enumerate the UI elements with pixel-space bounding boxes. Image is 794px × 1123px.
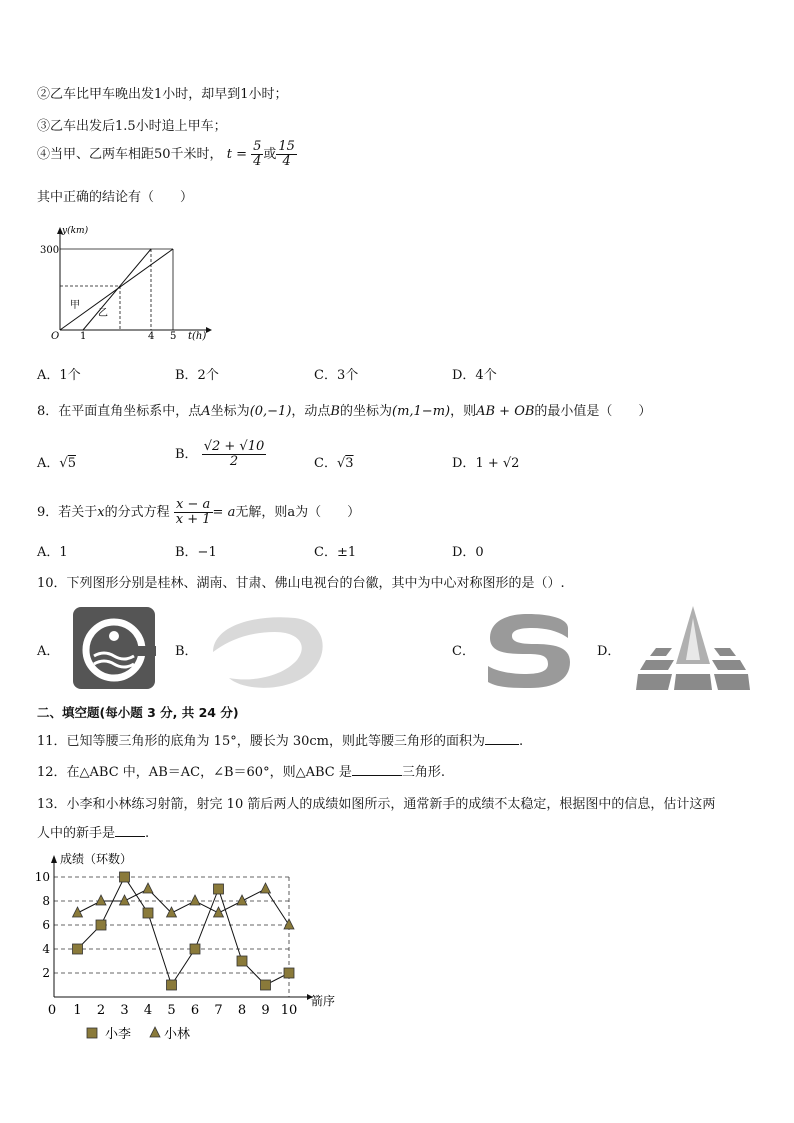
q7-option-d[interactable]: D．4个 xyxy=(452,368,497,383)
q8-option-b[interactable] xyxy=(175,440,266,469)
chart-point-s2-6 xyxy=(190,895,200,905)
q7-graph-x-tick-1: 1 xyxy=(80,331,87,342)
q8-option-b-label: B． xyxy=(175,447,198,462)
q10-logo-guilin[interactable] xyxy=(72,606,156,690)
chart-point-s2-3 xyxy=(120,895,130,905)
chart-x-tick-3: 3 xyxy=(120,1003,129,1018)
chart-point-s1-5 xyxy=(167,980,177,990)
q10-option-d-label[interactable]: D． xyxy=(597,644,621,659)
chart-point-s1-2 xyxy=(96,920,106,930)
q10-logo-foshan[interactable] xyxy=(636,604,750,692)
q8-option-a-value: 5 xyxy=(67,456,76,471)
q9-option-d[interactable]: D．0 xyxy=(452,545,484,560)
q12-question xyxy=(37,761,445,780)
q7-graph-y-label: y(km) xyxy=(62,226,89,236)
chart-point-s1-3 xyxy=(120,872,130,882)
chart-series-line-2 xyxy=(78,889,290,925)
chart-legend-label-2: 小林 xyxy=(164,1027,191,1042)
chart-x-tick-9: 9 xyxy=(261,1003,270,1018)
q8-text-f: 的最小值是（ ） xyxy=(534,404,652,419)
q9-fraction-num: x − a xyxy=(174,498,213,513)
chart-y-tick-8: 8 xyxy=(42,894,50,908)
q11-text-b: . xyxy=(519,734,524,749)
q9-fraction-den: x + 1 xyxy=(175,512,211,527)
q7-fraction-2-num: 15 xyxy=(278,139,295,154)
q8-text-e: ，则 xyxy=(450,404,477,419)
q8-coord-a: (0,−1) xyxy=(249,404,292,419)
chart-point-s1-7 xyxy=(214,884,224,894)
chart-y-axis-arrow xyxy=(51,855,57,863)
q9-text-b: 的分式方程 xyxy=(104,505,170,520)
q7-graph-label-jia: 甲 xyxy=(70,300,80,311)
chart-point-s1-1 xyxy=(73,944,83,954)
q8-option-c-value: 3 xyxy=(345,456,354,471)
chart-y-tick-2: 2 xyxy=(42,966,50,980)
chart-x-tick-10: 10 xyxy=(280,1003,298,1018)
q8-option-b-num: √2 + √10 xyxy=(203,439,265,454)
q8-question xyxy=(37,400,651,419)
q8-option-c-label: C． xyxy=(314,456,337,471)
chart-x-tick-7: 7 xyxy=(214,1003,223,1018)
q9-option-c[interactable]: C．±1 xyxy=(314,545,357,560)
q9-option-a[interactable]: A．1 xyxy=(37,545,68,560)
q9-fraction xyxy=(174,498,213,527)
q8-point-b: B xyxy=(330,404,340,419)
chart-y-axis-label: 成绩（环数） xyxy=(60,852,133,866)
q8-option-d[interactable] xyxy=(452,452,519,471)
q7-graph-x-tick-5: 5 xyxy=(170,331,177,342)
q7-or: 或 xyxy=(263,147,277,162)
q13-line-2 xyxy=(37,822,149,841)
q8-expr: AB + OB xyxy=(476,404,535,419)
q13-line-1: 13．小李和小林练习射箭，射完 10 箭后两人的成绩如图所示，通常新手的成绩不太稳定，根据图中的信息，估计这两 xyxy=(37,797,716,812)
chart-x-tick-5: 5 xyxy=(167,1003,176,1018)
q7-graph-x-tick-4: 4 xyxy=(148,331,155,342)
q7-statement-4-prefix: ④当甲、乙两车相距50千米时， xyxy=(37,147,223,162)
chart-y-tick-4: 4 xyxy=(42,942,50,956)
q8-point-a: A xyxy=(201,404,211,419)
q7-option-b[interactable]: B．2个 xyxy=(175,368,219,383)
chart-x-axis-label: 箭序 xyxy=(311,994,336,1008)
q10-question: 10．下列图形分别是桂林、湖南、甘肃、佛山电视台的台徽，其中为中心对称图形的是（）. xyxy=(37,576,565,591)
chart-point-s2-4 xyxy=(143,883,153,893)
q10-option-a-label[interactable]: A． xyxy=(37,644,60,659)
q8-option-a[interactable]: A．√5 xyxy=(37,456,76,471)
chart-x-tick-0: 0 xyxy=(47,1003,57,1018)
q10-option-b-label[interactable]: B． xyxy=(175,644,198,659)
q7-graph-x-label: t(h) xyxy=(188,331,207,342)
q9-text-a: 9．若关于 xyxy=(37,505,98,520)
chart-x-tick-8: 8 xyxy=(237,1003,247,1018)
section-2-title: 二、填空题(每小题 3 分, 共 24 分) xyxy=(37,705,239,720)
q13-text-b: . xyxy=(145,826,150,841)
q7-option-c[interactable]: C．3个 xyxy=(314,368,359,383)
q13-answer-blank[interactable] xyxy=(115,824,145,837)
chart-x-tick-1: 1 xyxy=(73,1003,82,1018)
chart-x-tick-6: 6 xyxy=(190,1003,200,1018)
chart-y-tick-6: 6 xyxy=(42,918,50,932)
chart-legend-marker-2 xyxy=(150,1027,160,1037)
q7-graph-x-arrow xyxy=(206,327,212,333)
q11-question xyxy=(37,730,523,749)
q7-var-t: t xyxy=(226,147,232,162)
q9-option-b[interactable]: B．−1 xyxy=(175,545,217,560)
q7-option-a[interactable]: A．1个 xyxy=(37,368,81,383)
q8-option-d-value: 1 + √2 xyxy=(475,456,520,471)
chart-point-s2-1 xyxy=(73,907,83,917)
q13-score-chart xyxy=(30,845,370,1050)
q7-fraction-2-den: 4 xyxy=(282,154,291,169)
q8-text-d: 的坐标为 xyxy=(339,404,392,419)
chart-point-s2-8 xyxy=(237,895,247,905)
q7-statement-3: ③乙车出发后1.5小时追上甲车； xyxy=(37,119,227,134)
q12-text-a: 12．在△ABC 中，AB＝AC，∠B＝60°，则△ABC 是 xyxy=(37,765,352,780)
chart-point-s2-2 xyxy=(96,895,106,905)
chart-legend-marker-1 xyxy=(87,1028,97,1038)
q13-text-a: 人中的新手是 xyxy=(37,826,116,841)
q10-logo-gansu[interactable] xyxy=(484,612,576,690)
chart-point-s1-9 xyxy=(261,980,271,990)
q8-option-a-label: A． xyxy=(37,456,60,471)
q9-var: x xyxy=(97,505,105,520)
q12-text-b: 三角形. xyxy=(401,765,445,780)
chart-point-s1-4 xyxy=(143,908,153,918)
q7-graph-origin: O xyxy=(51,331,60,342)
q8-coord-b: (m,1−m) xyxy=(392,404,451,419)
q10-option-c-label[interactable]: C． xyxy=(452,644,475,659)
chart-point-s2-5 xyxy=(167,907,177,917)
q8-text-a: 8．在平面直角坐标系中，点 xyxy=(37,404,202,419)
q10-logo-hunan[interactable] xyxy=(205,612,331,692)
q7-prompt: 其中正确的结论有（ ） xyxy=(37,190,194,205)
chart-x-tick-4: 4 xyxy=(143,1003,153,1018)
q11-answer-blank[interactable] xyxy=(485,732,519,745)
q7-fraction-1-num: 5 xyxy=(253,139,262,154)
q8-option-d-label: D． xyxy=(452,456,476,471)
q12-answer-blank[interactable] xyxy=(352,763,402,776)
q7-statement-4 xyxy=(37,140,297,169)
q7-fraction-1-den: 4 xyxy=(253,154,262,169)
q11-text-a: 11．已知等腰三角形的底角为 15°，腰长为 30cm，则此等腰三角形的面积为 xyxy=(37,734,485,749)
q7-distance-time-graph xyxy=(38,222,218,344)
chart-point-s1-6 xyxy=(190,944,200,954)
q8-text-c: ，动点 xyxy=(291,404,331,419)
chart-point-s1-10 xyxy=(284,968,294,978)
q7-graph-label-yi: 乙 xyxy=(98,308,108,319)
q7-fraction-2 xyxy=(276,140,297,169)
q9-eq-rhs: = a xyxy=(212,505,236,520)
q7-graph-line-yi xyxy=(83,249,151,330)
q8-text-b: 坐标为 xyxy=(210,404,250,419)
chart-point-s1-8 xyxy=(237,956,247,966)
q8-option-b-den: 2 xyxy=(229,454,239,469)
q9-question xyxy=(37,498,360,527)
q7-equals: = xyxy=(236,147,247,162)
chart-legend-label-1: 小李 xyxy=(105,1027,132,1042)
chart-point-s2-7 xyxy=(214,907,224,917)
chart-y-tick-10: 10 xyxy=(34,870,50,884)
q8-option-b-fraction xyxy=(202,440,267,469)
chart-x-tick-2: 2 xyxy=(96,1003,106,1018)
q9-text-c: 无解，则a为（ ） xyxy=(235,505,361,520)
q7-fraction-1 xyxy=(251,140,263,169)
q7-graph-y-tick: 300 xyxy=(40,245,60,256)
chart-point-s2-9 xyxy=(261,883,271,893)
q7-statement-2: ②乙车比甲车晚出发1小时，却早到1小时； xyxy=(37,87,288,102)
q8-option-c[interactable]: C．√3 xyxy=(314,456,354,471)
